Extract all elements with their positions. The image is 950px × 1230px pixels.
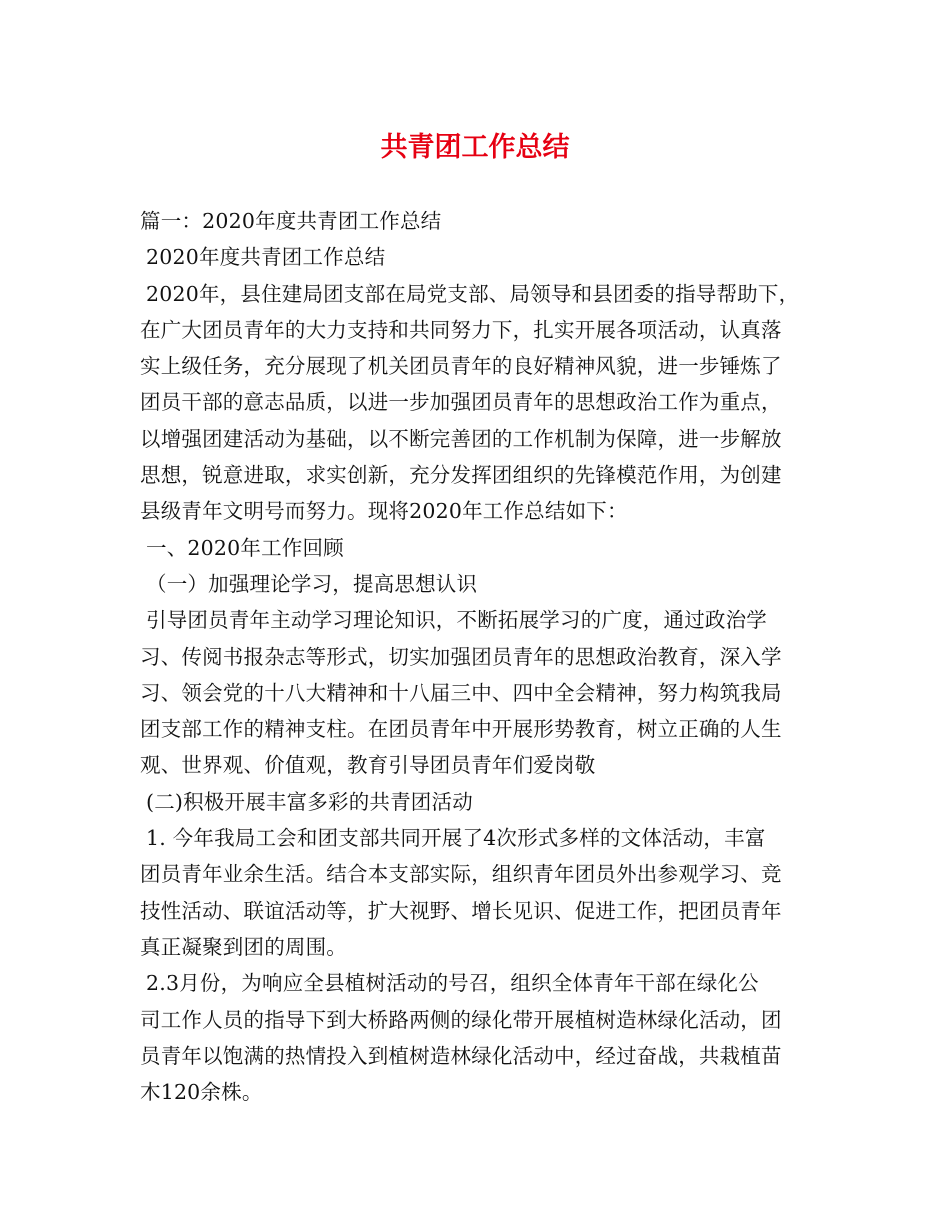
- paragraph-line: 木120余株。: [140, 1080, 263, 1105]
- document-body: [140, 203, 830, 1110]
- paragraph-line: 团支部工作的精神支柱。在团员青年中开展形势教育，树立正确的人生: [140, 717, 782, 742]
- document-title: 共青团工作总结: [380, 132, 570, 163]
- paragraph-line: （一）加强理论学习，提高思想认识: [146, 571, 478, 596]
- paragraph-line: 一、2020年工作回顾: [146, 535, 344, 560]
- paragraph-line: 2020年，县住建局团支部在局党支部、局领导和县团委的指导帮助下，: [146, 281, 800, 306]
- paragraph-line: 习、传阅书报杂志等形式，切实加强团员青年的思想政治教育，深入学: [140, 644, 782, 669]
- paragraph-line: 思想，锐意进取，求实创新，充分发挥团组织的先锋模范作用，为创建: [140, 463, 782, 488]
- paragraph-line: 实上级任务，充分展现了机关团员青年的良好精神风貌，进一步锤炼了: [140, 354, 782, 379]
- paragraph-line: 在广大团员青年的大力支持和共同努力下，扎实开展各项活动，认真落: [140, 317, 782, 342]
- paragraph-line: 团员干部的意志品质，以进一步加强团员青年的思想政治工作为重点，: [140, 390, 782, 415]
- paragraph-line: 以增强团建活动为基础，以不断完善团的工作机制为保障，进一步解放: [140, 426, 782, 451]
- paragraph-line: 团员青年业余生活。结合本支部实际，组织青年团员外出参观学习、竞: [140, 862, 782, 887]
- paragraph-line: 引导团员青年主动学习理论知识，不断拓展学习的广度，通过政治学: [146, 608, 767, 633]
- paragraph-line: 习、领会党的十八大精神和十八届三中、四中全会精神，努力构筑我局: [140, 680, 782, 705]
- paragraph-line: 技性活动、联谊活动等，扩大视野、增长见识、促进工作，把团员青年: [140, 898, 782, 923]
- paragraph-line: 篇一：2020年度共青团工作总结: [140, 209, 442, 233]
- paragraph-line: 2020年度共青团工作总结: [146, 245, 386, 270]
- paragraph-line: 观、世界观、价值观，教育引导团员青年们爱岗敬: [140, 753, 596, 778]
- paragraph-line: 员青年以饱满的热情投入到植树造林绿化活动中，经过奋战，共栽植苗: [140, 1043, 782, 1068]
- paragraph-line: 司工作人员的指导下到大桥路两侧的绿化带开展植树造林绿化活动，团: [140, 1007, 782, 1032]
- paragraph-line: 1. 今年我局工会和团支部共同开展了4次形式多样的文体活动，丰富: [146, 826, 766, 851]
- paragraph-line: (二)积极开展丰富多彩的共青团活动: [146, 789, 473, 814]
- paragraph-line: 真正凝聚到团的周围。: [140, 934, 347, 959]
- paragraph-line: 2.3月份，为响应全县植树活动的号召，组织全体青年干部在绿化公: [146, 971, 759, 996]
- paragraph-line: 县级青年文明号而努力。现将2020年工作总结如下：: [140, 499, 628, 524]
